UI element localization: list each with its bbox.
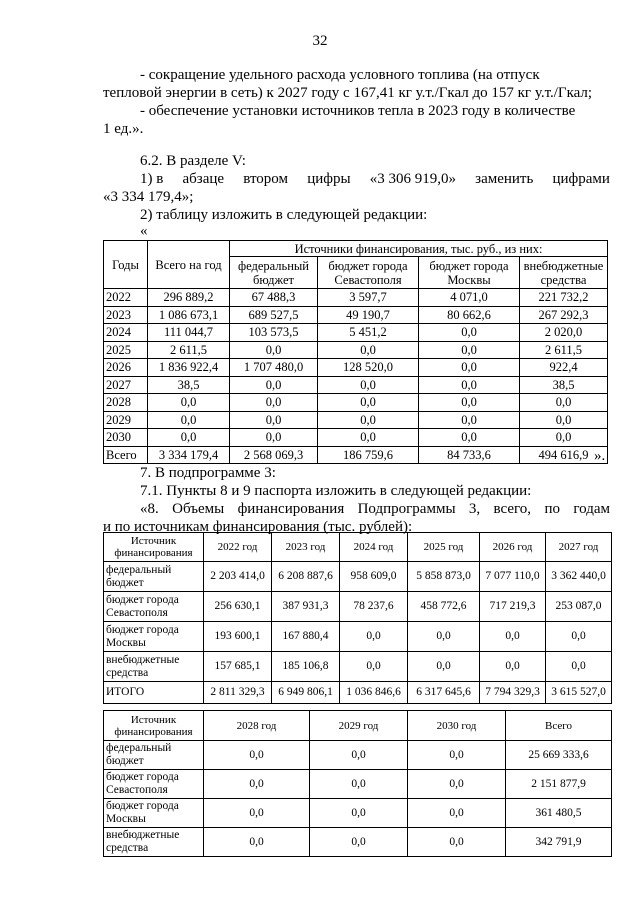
section-6-2-item1-line2: «3 334 179,4»; [103,189,194,205]
close-quote: ». [594,448,606,464]
word: всего, [493,501,532,517]
header-source: Источник финансирования [104,533,204,562]
word: втором [243,171,289,187]
row-source: бюджет города Москвы [104,799,204,828]
table-row [104,828,612,857]
header-col: 2028 год [204,711,310,741]
value-cell: 3 334 179,4 [148,446,230,464]
value-cell: 157 685,1 [204,652,272,682]
value-cell: 0,0 [408,799,506,828]
word: по [544,501,560,517]
value-cell: 0,0 [520,429,608,447]
value-cell: 2 811 329,3 [204,682,272,704]
value-cell: 4 071,0 [419,289,520,307]
header-year: 2025 год [408,533,480,562]
row-year: 2023 [104,306,148,324]
row-source: внебюджетные средства [104,652,204,682]
value-cell: 0,0 [230,411,318,429]
value-cell: 3 362 440,0 [546,562,612,592]
row-source: федеральный бюджет [104,741,204,770]
value-cell: 6 208 887,6 [272,562,340,592]
value-cell: 7 077 110,0 [480,562,546,592]
value-cell: 3 597,7 [318,289,419,307]
word: абзаце [182,171,225,187]
value-cell: 0,0 [148,394,230,412]
table-row [104,411,608,429]
value-cell: 0,0 [230,394,318,412]
value-cell: 0,0 [546,622,612,652]
row-year: 2028 [104,394,148,412]
section-6-2-heading: 6.2. В разделе V: [140,153,246,169]
row-year: 2024 [104,324,148,342]
value-cell: 6 317 645,6 [408,682,480,704]
table-row [104,446,608,464]
table-row [104,289,608,307]
value-cell: 3 615 527,0 [546,682,612,704]
value-cell: 0,0 [310,741,408,770]
value-cell: 0,0 [546,652,612,682]
value-cell: 387 931,3 [272,592,340,622]
page-number: 32 [312,33,328,49]
value-cell: 0,0 [419,411,520,429]
value-cell: 167 880,4 [272,622,340,652]
table-row [104,341,608,359]
value-cell: 193 600,1 [204,622,272,652]
value-cell: 256 630,1 [204,592,272,622]
value-cell: 0,0 [408,770,506,799]
section-8-line1 [140,500,610,518]
value-cell: 0,0 [318,429,419,447]
value-cell: 221 732,2 [520,289,608,307]
value-cell: 25 669 333,6 [506,741,612,770]
value-cell: 0,0 [318,341,419,359]
value-cell: 84 733,6 [419,446,520,464]
value-cell: 1 086 673,1 [148,306,230,324]
row-source: бюджет города Москвы [104,622,204,652]
table-row [104,741,612,770]
row-year: 2029 [104,411,148,429]
header-years: Годы [104,241,148,289]
value-cell: 0,0 [419,341,520,359]
table-row [104,306,608,324]
value-cell: 128 520,0 [318,359,419,377]
value-cell: 0,0 [419,429,520,447]
value-cell: 958 609,0 [340,562,408,592]
row-source: ИТОГО [104,682,204,704]
value-cell: 1 836 922,4 [148,359,230,377]
table-row [104,592,612,622]
value-cell: 0,0 [520,411,608,429]
value-cell: 78 237,6 [340,592,408,622]
row-year: 2027 [104,376,148,394]
value-cell: 2 568 069,3 [230,446,318,464]
value-cell: 0,0 [408,741,506,770]
word: Объемы [172,501,225,517]
value-cell: 0,0 [419,394,520,412]
value-cell: 0,0 [230,429,318,447]
value-cell: 1 707 480,0 [230,359,318,377]
row-source: бюджет города Севастополя [104,770,204,799]
value-cell: 0,0 [419,324,520,342]
value-cell: 2 020,0 [520,324,608,342]
value-cell: 6 949 806,1 [272,682,340,704]
header-row [104,711,612,741]
section-6-2-item2: 2) таблицу изложить в следующей редакции: [140,207,428,223]
value-cell: 49 190,7 [318,306,419,324]
header-col: 2030 год [408,711,506,741]
value-cell: 38,5 [148,376,230,394]
text: - сокращение удельного расхода условного топлива (на отпуск [140,67,540,83]
value-cell: 0,0 [310,799,408,828]
value-cell: 0,0 [310,770,408,799]
value-cell: 0,0 [520,394,608,412]
table-row [104,324,608,342]
value-cell: 0,0 [204,799,310,828]
value-cell: 0,0 [230,341,318,359]
word: заменить [475,171,534,187]
header-year: 2023 год [272,533,340,562]
row-source: внебюджетные средства [104,828,204,857]
value-cell: 0,0 [408,828,506,857]
value-cell: 0,0 [340,622,408,652]
value-cell: 7 794 329,3 [480,682,546,704]
value-cell: 717 219,3 [480,592,546,622]
word: «8. [140,501,159,517]
word: Подпрограммы [357,501,456,517]
open-quote: « [140,223,148,239]
header-sources: Источники финансирования, тыс. руб., из них: [230,241,608,257]
value-cell: 267 292,3 [520,306,608,324]
section-7-heading: 7. В подпрограмме 3: [140,465,276,481]
header-moscow: бюджет города Москвы [419,257,520,289]
value-cell: 0,0 [419,376,520,394]
value-cell: 80 662,6 [419,306,520,324]
row-source: бюджет города Севастополя [104,592,204,622]
header-year: 2024 год [340,533,408,562]
row-year: 2022 [104,289,148,307]
header-year: 2027 год [546,533,612,562]
value-cell: 689 527,5 [230,306,318,324]
value-cell: 0,0 [310,828,408,857]
paragraph-fuel-line1 [140,66,610,84]
value-cell: 2 151 877,9 [506,770,612,799]
row-year: 2025 [104,341,148,359]
value-cell: 0,0 [318,376,419,394]
value-cell: 38,5 [520,376,608,394]
value-cell: 0,0 [204,828,310,857]
word: годам [573,501,610,517]
table-row [104,799,612,828]
header-sevastopol: бюджет города Севастополя [318,257,419,289]
value-cell: 111 044,7 [148,324,230,342]
value-cell: 0,0 [408,622,480,652]
word: 1) в [140,171,164,187]
value-cell: 2 611,5 [148,341,230,359]
value-cell: 0,0 [480,652,546,682]
value-cell: 186 759,6 [318,446,419,464]
section-8-line2: и по источникам финансирования (тыс. рублей): [103,519,413,535]
table-row [104,429,608,447]
financing-2028-2030-table [103,710,612,857]
word: цифрами [552,171,610,187]
value-cell: 0,0 [480,622,546,652]
value-cell: 0,0 [408,652,480,682]
header-federal: федеральный бюджет [230,257,318,289]
table-row [104,376,608,394]
header-total-per-year: Всего на год [148,241,230,289]
value-cell: 2 611,5 [520,341,608,359]
table-row [104,770,612,799]
word: 3, [468,501,481,517]
table-row [104,622,612,652]
header-source: Источник финансирования [104,711,204,741]
value-cell: 253 087,0 [546,592,612,622]
row-year: 2026 [104,359,148,377]
header-year: 2026 год [480,533,546,562]
value-cell: 922,4 [520,359,608,377]
financing-2022-2027-table [103,532,612,704]
section-6-2-item1-line1 [140,170,610,188]
value-cell: 185 106,8 [272,652,340,682]
value-cell: 0,0 [148,429,230,447]
value-cell: 0,0 [230,376,318,394]
header-col: Всего [506,711,612,741]
value-cell: 361 480,5 [506,799,612,828]
paragraph-heat-line1: - обеспечение установки источников тепла в 2023 году в количестве [140,103,576,119]
value-cell: 1 036 846,6 [340,682,408,704]
header-col: 2029 год [310,711,408,741]
value-cell: 103 573,5 [230,324,318,342]
value-cell: 0,0 [340,652,408,682]
value-cell: 5 451,2 [318,324,419,342]
value-cell: 0,0 [204,741,310,770]
table-row [104,359,608,377]
table-row [104,652,612,682]
table-row [104,682,612,704]
table-row [104,394,608,412]
row-year: 2030 [104,429,148,447]
table-row [104,562,612,592]
paragraph-fuel-line2: тепловой энергии в сеть) к 2027 году с 167,41 кг у.т./Гкал до 157 кг у.т./Гкал; [103,85,593,101]
header-row [104,533,612,562]
paragraph-heat-line2: 1 ед.». [103,121,144,137]
value-cell: 0,0 [318,394,419,412]
word: «3 306 919,0» [369,171,456,187]
financing-by-year-table [103,240,608,464]
value-cell: 0,0 [419,359,520,377]
value-cell: 0,0 [204,770,310,799]
value-cell: 67 488,3 [230,289,318,307]
value-cell: 296 889,2 [148,289,230,307]
row-source: федеральный бюджет [104,562,204,592]
header-year: 2022 год [204,533,272,562]
row-year: Всего [104,446,148,464]
value-cell: 342 791,9 [506,828,612,857]
value-cell: 0,0 [148,411,230,429]
value-cell: 494 616,9 [520,446,608,464]
value-cell: 5 858 873,0 [408,562,480,592]
word: цифры [307,171,351,187]
section-7-1-heading: 7.1. Пункты 8 и 9 паспорта изложить в следующей редакции: [140,483,532,499]
header-extrabudget: внебюджетные средства [520,257,608,289]
word: финансирования [237,501,345,517]
value-cell: 0,0 [318,411,419,429]
value-cell: 458 772,6 [408,592,480,622]
value-cell: 2 203 414,0 [204,562,272,592]
